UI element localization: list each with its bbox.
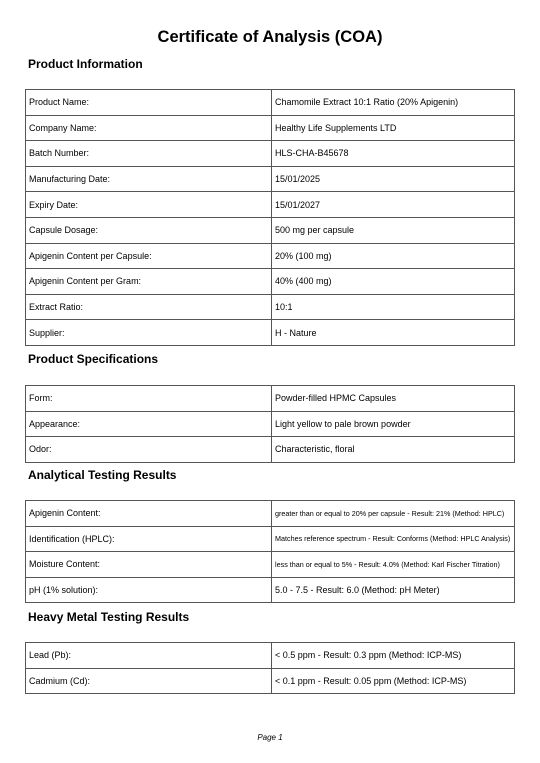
- row-value: 15/01/2027: [272, 192, 515, 218]
- row-value: Healthy Life Supplements LTD: [272, 115, 515, 141]
- row-value: Light yellow to pale brown powder: [272, 411, 515, 437]
- row-value: 20% (100 mg): [272, 243, 515, 269]
- row-label: Apigenin Content per Capsule:: [26, 243, 272, 269]
- row-label: Form:: [26, 386, 272, 412]
- row-value: Matches reference spectrum - Result: Conforms (Method: HPLC Analysis): [272, 526, 515, 552]
- row-label: Manufacturing Date:: [26, 166, 272, 192]
- section-title-heavy-metal-testing: Heavy Metal Testing Results: [28, 610, 190, 624]
- product-information-table: [25, 89, 515, 346]
- table-row: [26, 141, 515, 167]
- row-label: Batch Number:: [26, 141, 272, 167]
- row-label: Extract Ratio:: [26, 294, 272, 320]
- table-row: [26, 217, 515, 243]
- section-title-analytical-testing: Analytical Testing Results: [28, 468, 177, 482]
- row-label: Supplier:: [26, 320, 272, 346]
- table-row: [26, 192, 515, 218]
- row-label: Identification (HPLC):: [26, 526, 272, 552]
- row-value: 10:1: [272, 294, 515, 320]
- table-row: [26, 643, 515, 669]
- row-label: Expiry Date:: [26, 192, 272, 218]
- table-row: [26, 294, 515, 320]
- row-value: HLS-CHA-B45678: [272, 141, 515, 167]
- table-row: [26, 552, 515, 578]
- row-label: Product Name:: [26, 90, 272, 116]
- row-value: < 0.5 ppm - Result: 0.3 ppm (Method: ICP-MS): [272, 643, 515, 669]
- section-title-product-information: Product Information: [28, 57, 143, 71]
- row-label: Company Name:: [26, 115, 272, 141]
- row-label: Apigenin Content:: [26, 501, 272, 527]
- row-value: Characteristic, floral: [272, 437, 515, 463]
- table-row: [26, 320, 515, 346]
- row-value: greater than or equal to 20% per capsule - Result: 21% (Method: HPLC): [272, 501, 515, 527]
- table-row: [26, 115, 515, 141]
- row-label: Cadmium (Cd):: [26, 668, 272, 694]
- row-value: 15/01/2025: [272, 166, 515, 192]
- table-row: [26, 166, 515, 192]
- row-value: Powder-filled HPMC Capsules: [272, 386, 515, 412]
- page-number: Page 1: [257, 733, 283, 742]
- table-row: [26, 501, 515, 527]
- product-specifications-table: [25, 385, 515, 463]
- table-row: [26, 577, 515, 603]
- row-value: 500 mg per capsule: [272, 217, 515, 243]
- table-row: [26, 90, 515, 116]
- row-label: pH (1% solution):: [26, 577, 272, 603]
- document-title: Certificate of Analysis (COA): [157, 28, 383, 46]
- section-title-product-specifications: Product Specifications: [28, 352, 159, 366]
- table-row: [26, 437, 515, 463]
- row-label: Odor:: [26, 437, 272, 463]
- table-row: [26, 269, 515, 295]
- table-row: [26, 243, 515, 269]
- row-value: < 0.1 ppm - Result: 0.05 ppm (Method: ICP-MS): [272, 668, 515, 694]
- heavy-metal-testing-table: [25, 642, 515, 694]
- analytical-testing-table: [25, 500, 515, 603]
- row-label: Capsule Dosage:: [26, 217, 272, 243]
- row-label: Apigenin Content per Gram:: [26, 269, 272, 295]
- row-value: less than or equal to 5% - Result: 4.0% (Method: Karl Fischer Titration): [272, 552, 515, 578]
- row-label: Appearance:: [26, 411, 272, 437]
- table-row: [26, 386, 515, 412]
- row-value: 5.0 - 7.5 - Result: 6.0 (Method: pH Meter): [272, 577, 515, 603]
- row-label: Moisture Content:: [26, 552, 272, 578]
- row-value: H - Nature: [272, 320, 515, 346]
- table-row: [26, 411, 515, 437]
- table-row: [26, 526, 515, 552]
- row-label: Lead (Pb):: [26, 643, 272, 669]
- table-row: [26, 668, 515, 694]
- row-value: 40% (400 mg): [272, 269, 515, 295]
- row-value: Chamomile Extract 10:1 Ratio (20% Apigenin): [272, 90, 515, 116]
